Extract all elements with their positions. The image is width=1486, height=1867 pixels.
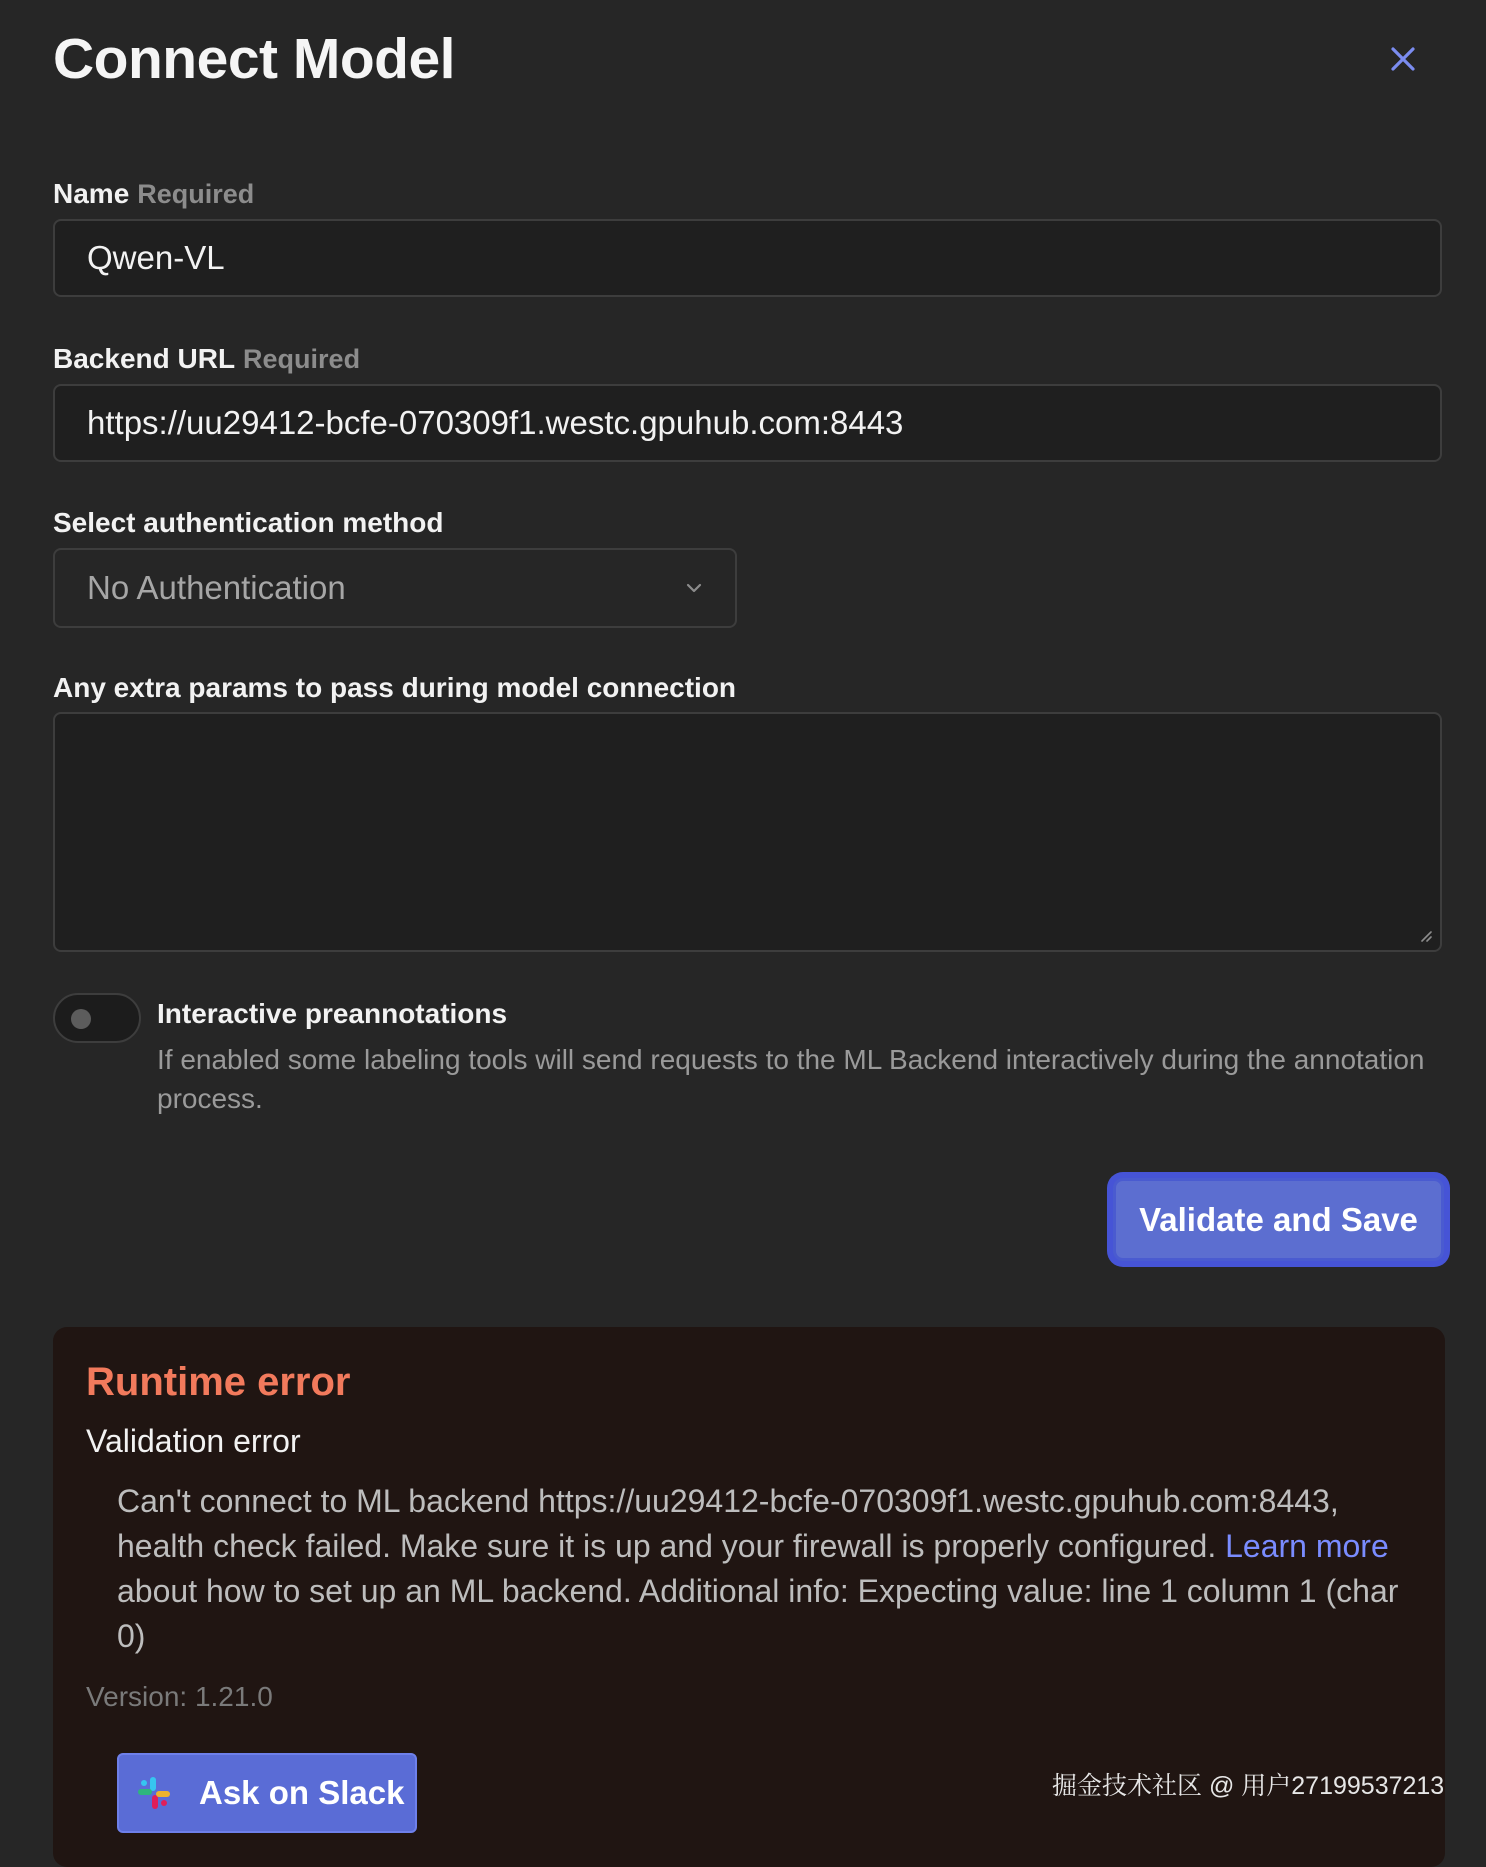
backend-url-input-value: https://uu29412-bcfe-070309f1.westc.gpuhub.com:8443 (87, 404, 904, 441)
error-message-part1: Can't connect to ML backend https://uu29412-bcfe-070309f1.westc.gpuhub.com:8443, health check failed. Make sure it is up and your firewall is properly configured. (117, 1483, 1339, 1564)
ask-on-slack-button[interactable] (117, 1753, 417, 1833)
modal-title: Connect Model (53, 27, 455, 91)
backend-url-input[interactable] (53, 384, 1442, 462)
close-button[interactable] (1386, 42, 1420, 76)
interactive-preannotations-toggle[interactable] (53, 993, 141, 1043)
interactive-preannotations-title: Interactive preannotations (157, 998, 508, 1029)
auth-method-select[interactable] (53, 548, 737, 628)
auth-method-label: Select authentication method (53, 507, 444, 538)
error-message-part2: about how to set up an ML backend. Additional info: Expecting value: line 1 column 1 (char 0) (117, 1573, 1399, 1654)
name-required-tag: Required (137, 179, 255, 209)
validate-and-save-button[interactable]: Validate and Save (1113, 1178, 1444, 1261)
error-subtitle: Validation error (86, 1423, 301, 1459)
backend-url-required-tag: Required (243, 344, 361, 374)
ask-on-slack-label: Ask on Slack (199, 1774, 405, 1811)
slack-icon (135, 1774, 173, 1812)
toggle-knob (71, 1009, 91, 1029)
extra-params-label: Any extra params to pass during model connection (53, 672, 737, 703)
interactive-preannotations-description: If enabled some labeling tools will send requests to the ML Backend interactively during the annotation process. (157, 1044, 1425, 1114)
name-label-text: Name (53, 178, 130, 209)
close-icon (1390, 46, 1416, 72)
name-input[interactable] (53, 219, 1442, 297)
learn-more-link[interactable]: Learn more (1225, 1528, 1389, 1564)
backend-url-label (53, 343, 360, 375)
watermark: 掘金技术社区 @ 用户27199537213 (1052, 1772, 1445, 1800)
resize-handle-icon[interactable] (1418, 928, 1432, 942)
name-label (53, 178, 254, 210)
name-input-value: Qwen-VL (87, 239, 225, 276)
extra-params-textarea[interactable] (53, 712, 1442, 952)
chevron-down-icon (685, 582, 703, 594)
backend-url-label-text: Backend URL (53, 343, 236, 374)
auth-method-selected: No Authentication (87, 569, 346, 606)
version-label: Version: 1.21.0 (86, 1681, 273, 1712)
error-title: Runtime error (86, 1360, 351, 1404)
error-message (117, 1479, 1407, 1659)
